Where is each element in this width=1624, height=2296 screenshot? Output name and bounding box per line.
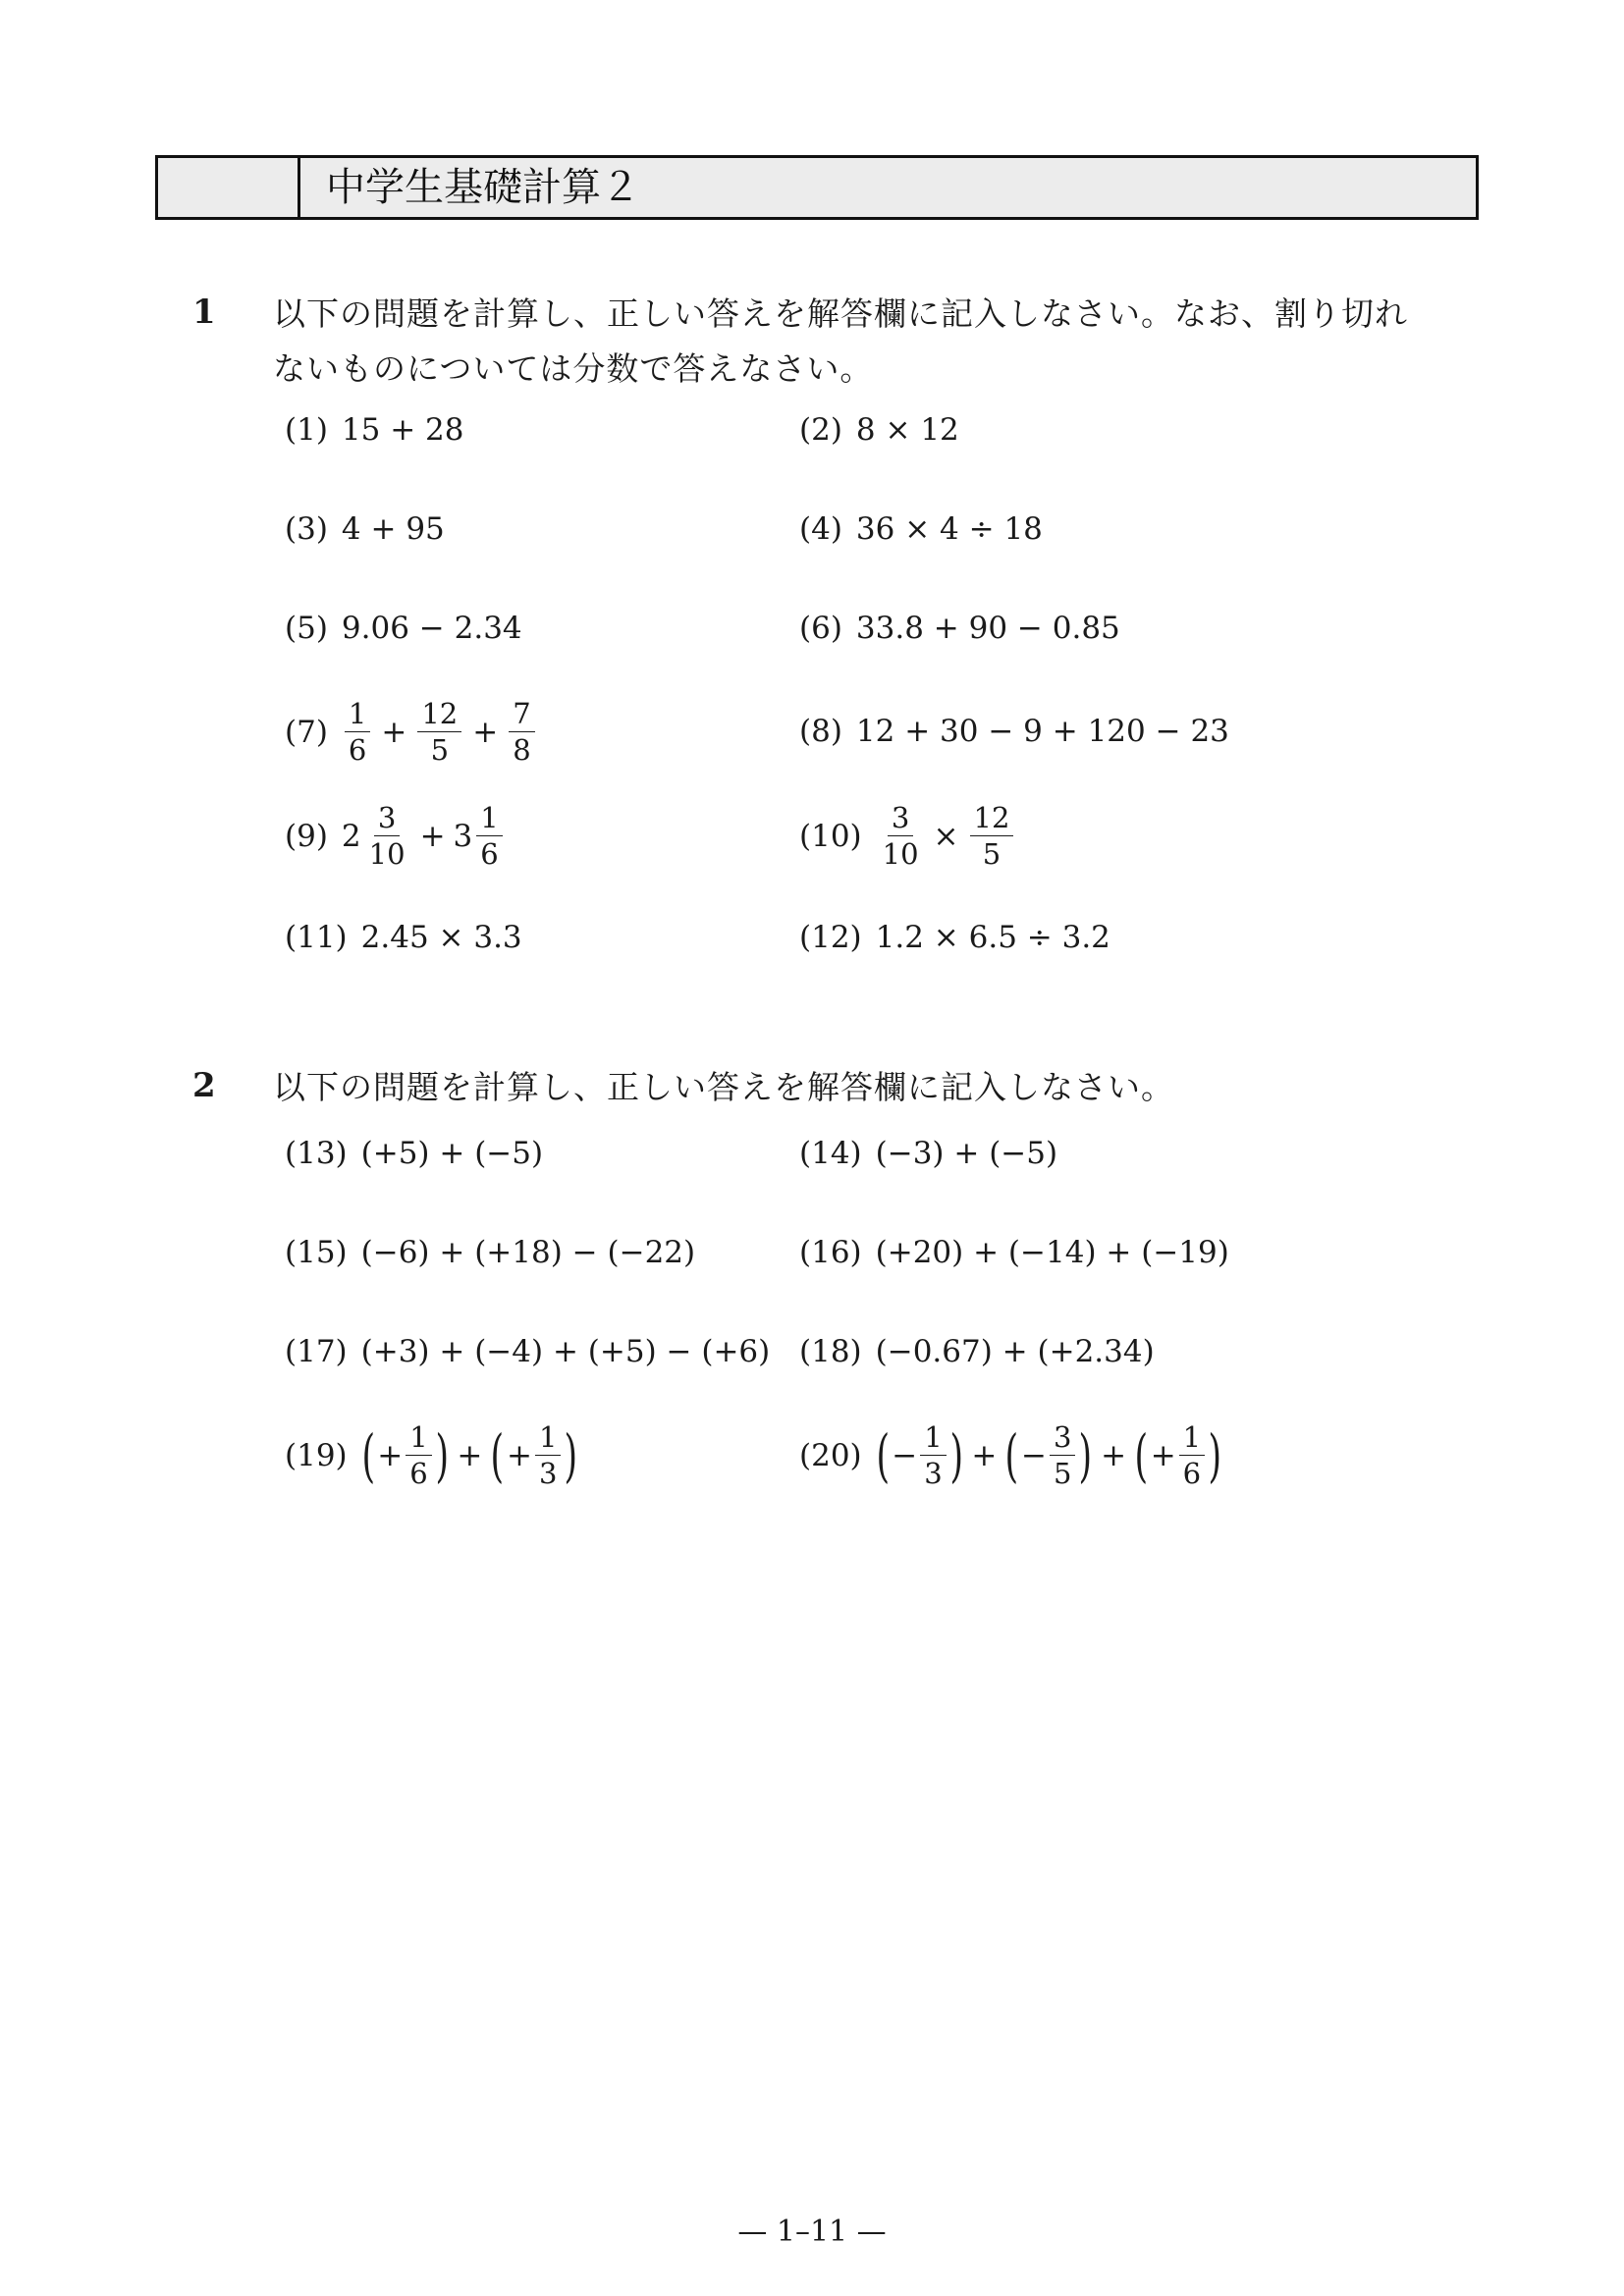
fraction bbox=[920, 1422, 946, 1489]
problem-label: (18) bbox=[799, 1334, 862, 1369]
problem-label: (17) bbox=[285, 1334, 348, 1369]
fraction bbox=[476, 803, 502, 870]
problem-label: (10) bbox=[799, 818, 862, 854]
left-paren: ( bbox=[490, 1421, 505, 1489]
sign: + bbox=[377, 1437, 404, 1473]
problem-expression: 36 × 4 ÷ 18 bbox=[855, 511, 1043, 547]
denominator: 10 bbox=[368, 837, 406, 872]
right-paren: ) bbox=[1208, 1421, 1222, 1489]
denominator: 6 bbox=[1182, 1457, 1202, 1491]
operator: + bbox=[419, 818, 446, 854]
denominator: 10 bbox=[882, 837, 919, 872]
problem-label: (12) bbox=[799, 920, 862, 955]
left-paren: ( bbox=[361, 1421, 375, 1489]
denominator: 3 bbox=[538, 1457, 558, 1491]
right-paren: ) bbox=[564, 1421, 578, 1489]
numerator: 1 bbox=[345, 699, 370, 732]
operator: + bbox=[472, 714, 499, 750]
problem-expression: (+5) + (−5) bbox=[360, 1136, 544, 1171]
left-paren: ( bbox=[1134, 1421, 1149, 1489]
problem-expression: 2.45 × 3.3 bbox=[360, 920, 522, 955]
problem-16 bbox=[799, 1235, 1229, 1270]
numerator: 1 bbox=[920, 1422, 946, 1456]
denominator: 3 bbox=[924, 1457, 943, 1491]
problem-expression bbox=[361, 1422, 578, 1489]
whole-part: 2 bbox=[341, 818, 361, 854]
problem-label: (16) bbox=[799, 1235, 862, 1270]
numerator: 1 bbox=[1179, 1422, 1205, 1456]
problem-label: (20) bbox=[799, 1437, 862, 1473]
problem-15 bbox=[285, 1235, 695, 1270]
denominator: 5 bbox=[1053, 1457, 1072, 1491]
problem-label: (4) bbox=[799, 511, 842, 547]
sign: − bbox=[1020, 1437, 1047, 1473]
problem-label: (7) bbox=[285, 714, 328, 750]
section-2-number: 2 bbox=[192, 1066, 216, 1105]
denominator: 5 bbox=[430, 733, 450, 768]
numerator: 3 bbox=[374, 803, 400, 836]
problem-18 bbox=[799, 1334, 1155, 1369]
denominator: 8 bbox=[513, 733, 531, 768]
problem-4 bbox=[799, 511, 1043, 547]
denominator: 5 bbox=[982, 837, 1001, 872]
fraction bbox=[345, 699, 370, 766]
fraction bbox=[406, 1422, 431, 1489]
denominator: 6 bbox=[409, 1457, 428, 1491]
problem-expression bbox=[342, 803, 506, 870]
problem-expression: (+3) + (−4) + (+5) − (+6) bbox=[360, 1334, 771, 1369]
fraction bbox=[365, 803, 409, 870]
section-2-instruction: 以下の問題を計算し、正しい答えを解答欄に記入しなさい。 bbox=[273, 1068, 1174, 1106]
problem-expression bbox=[876, 803, 1017, 870]
problem-label: (14) bbox=[799, 1136, 862, 1171]
problem-9 bbox=[285, 803, 506, 870]
fraction bbox=[879, 803, 923, 870]
operator: × bbox=[933, 818, 959, 854]
left-paren: ( bbox=[876, 1421, 890, 1489]
fraction bbox=[1050, 1422, 1075, 1489]
page-footer: — 1–11 — bbox=[737, 2215, 887, 2249]
problem-7 bbox=[285, 699, 538, 766]
section-1-instruction-line-2: ないものについては分数で答えなさい。 bbox=[273, 349, 874, 388]
sign: − bbox=[892, 1437, 918, 1473]
problem-label: (3) bbox=[285, 511, 328, 547]
numerator: 7 bbox=[509, 699, 534, 732]
left-paren: ( bbox=[1004, 1421, 1019, 1489]
problem-20 bbox=[799, 1422, 1222, 1489]
title-box bbox=[155, 155, 1479, 220]
section-1-number: 1 bbox=[192, 293, 216, 332]
problem-expression: 33.8 + 90 − 0.85 bbox=[855, 611, 1120, 646]
operator: + bbox=[971, 1437, 998, 1473]
problem-expression: (−6) + (+18) − (−22) bbox=[360, 1235, 696, 1270]
problem-8 bbox=[799, 714, 1229, 749]
problem-expression: (+20) + (−14) + (−19) bbox=[875, 1235, 1229, 1270]
numerator: 1 bbox=[476, 803, 502, 836]
denominator: 6 bbox=[480, 837, 499, 872]
problem-expression: 9.06 − 2.34 bbox=[341, 611, 522, 646]
problem-label: (5) bbox=[285, 611, 328, 646]
problem-expression: 8 × 12 bbox=[855, 412, 959, 448]
problem-12 bbox=[799, 920, 1110, 955]
problem-expression bbox=[876, 1422, 1222, 1489]
problem-2 bbox=[799, 412, 959, 448]
problem-17 bbox=[285, 1334, 770, 1369]
problem-expression: 1.2 × 6.5 ÷ 3.2 bbox=[875, 920, 1110, 955]
fraction bbox=[535, 1422, 561, 1489]
problem-label: (11) bbox=[285, 920, 348, 955]
problem-label: (15) bbox=[285, 1235, 348, 1270]
numerator: 1 bbox=[535, 1422, 561, 1456]
operator: + bbox=[1101, 1437, 1127, 1473]
denominator: 6 bbox=[348, 733, 367, 768]
problem-label: (9) bbox=[285, 818, 328, 854]
operator: + bbox=[381, 714, 407, 750]
right-paren: ) bbox=[435, 1421, 449, 1489]
problem-19 bbox=[285, 1422, 578, 1489]
numerator: 12 bbox=[417, 699, 461, 732]
numerator: 3 bbox=[888, 803, 913, 836]
problem-label: (13) bbox=[285, 1136, 348, 1171]
problem-label: (2) bbox=[799, 412, 842, 448]
problem-expression: (−0.67) + (+2.34) bbox=[875, 1334, 1155, 1369]
problem-label: (19) bbox=[285, 1437, 348, 1473]
problem-expression: 15 + 28 bbox=[341, 412, 464, 448]
problem-14 bbox=[799, 1136, 1057, 1171]
sign: + bbox=[506, 1437, 532, 1473]
problem-1 bbox=[285, 412, 464, 448]
page-title: 中学生基礎計算２ bbox=[326, 165, 640, 210]
section-1-instruction-line-1: 以下の問題を計算し、正しい答えを解答欄に記入しなさい。なお、割り切れ bbox=[273, 294, 1408, 333]
numerator: 1 bbox=[406, 1422, 431, 1456]
problem-6 bbox=[799, 611, 1120, 646]
problem-label: (1) bbox=[285, 412, 328, 448]
problem-expression: 4 + 95 bbox=[341, 511, 445, 547]
problem-label: (6) bbox=[799, 611, 842, 646]
problem-3 bbox=[285, 511, 445, 547]
problem-expression: (−3) + (−5) bbox=[875, 1136, 1058, 1171]
sign: + bbox=[1150, 1437, 1176, 1473]
operator: + bbox=[457, 1437, 483, 1473]
numerator: 3 bbox=[1050, 1422, 1075, 1456]
problem-expression: 12 + 30 − 9 + 120 − 23 bbox=[855, 714, 1229, 749]
problem-expression bbox=[342, 699, 538, 766]
problem-10 bbox=[799, 803, 1016, 870]
right-paren: ) bbox=[1078, 1421, 1093, 1489]
title-left-cell bbox=[158, 158, 300, 217]
problem-5 bbox=[285, 611, 522, 646]
whole-part: 3 bbox=[453, 818, 473, 854]
fraction bbox=[509, 699, 534, 766]
right-paren: ) bbox=[949, 1421, 963, 1489]
problem-11 bbox=[285, 920, 522, 955]
fraction bbox=[970, 803, 1014, 870]
fraction bbox=[1179, 1422, 1205, 1489]
fraction bbox=[417, 699, 461, 766]
problem-label: (8) bbox=[799, 714, 842, 749]
numerator: 12 bbox=[970, 803, 1014, 836]
problem-13 bbox=[285, 1136, 543, 1171]
